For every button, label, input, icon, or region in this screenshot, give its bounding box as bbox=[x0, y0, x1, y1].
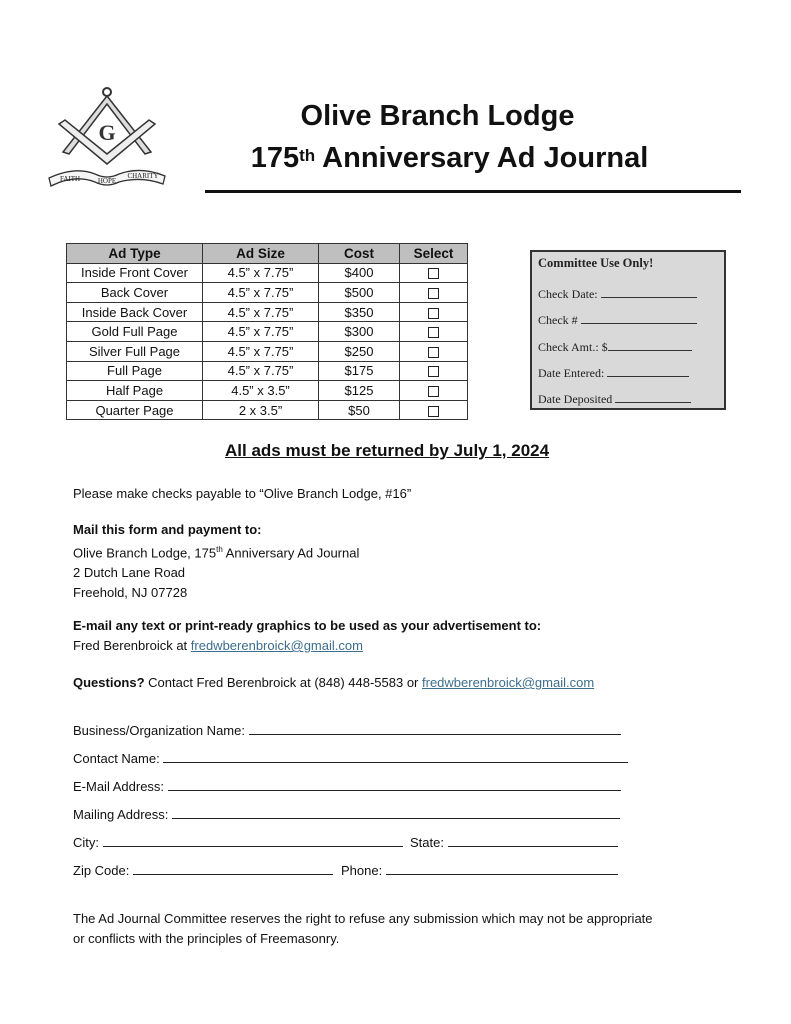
ad-type-cell: Inside Front Cover bbox=[67, 263, 203, 283]
page-title: Olive Branch Lodge bbox=[300, 100, 575, 132]
ad-type-cell: Quarter Page bbox=[67, 400, 203, 420]
email-link[interactable]: fredwberenbroick@gmail.com bbox=[190, 638, 363, 653]
select-checkbox[interactable] bbox=[428, 347, 439, 358]
square-and-compass-icon bbox=[45, 82, 205, 192]
zip-code-field[interactable]: Zip Code: bbox=[73, 862, 333, 878]
email-address-field[interactable]: E-Mail Address: bbox=[73, 778, 621, 794]
check-date-field[interactable]: Check Date: bbox=[538, 287, 697, 302]
ad-type-cell: Half Page bbox=[67, 381, 203, 401]
cost-cell: $125 bbox=[319, 381, 400, 401]
page-subtitle: 175th Anniversary Ad Journal bbox=[250, 142, 649, 174]
ad-size-cell: 4.5” x 7.75” bbox=[203, 283, 319, 303]
email-heading: E-mail any text or print-ready graphics to be used as your advertisement to: bbox=[73, 618, 542, 633]
cost-cell: $300 bbox=[319, 322, 400, 342]
table-header-row bbox=[67, 244, 468, 264]
cost-cell: $350 bbox=[319, 302, 400, 322]
check-amount-field[interactable]: Check Amt.: $ bbox=[538, 340, 692, 355]
select-cell bbox=[400, 322, 468, 342]
ad-size-cell: 4.5” x 7.75” bbox=[203, 263, 319, 283]
select-checkbox[interactable] bbox=[428, 406, 439, 417]
col-select: Select bbox=[400, 244, 468, 264]
deadline-notice: All ads must be returned by July 1, 2024 bbox=[225, 441, 550, 460]
ad-size-cell: 2 x 3.5” bbox=[203, 400, 319, 420]
table-row bbox=[67, 341, 468, 361]
cost-cell: $250 bbox=[319, 341, 400, 361]
questions-line: Questions? Contact Fred Berenbroick at (848) 448-5583 or fredwberenbroick@gmail.com bbox=[73, 675, 595, 690]
ad-pricing-table bbox=[66, 243, 468, 420]
table-row bbox=[67, 283, 468, 303]
payable-instructions: Please make checks payable to “Olive Branch Lodge, #16” bbox=[73, 486, 412, 501]
ad-type-cell: Gold Full Page bbox=[67, 322, 203, 342]
svg-text:G: G bbox=[98, 120, 116, 145]
select-cell bbox=[400, 400, 468, 420]
select-checkbox[interactable] bbox=[428, 308, 439, 319]
col-ad-type: Ad Type bbox=[67, 244, 203, 264]
select-cell bbox=[400, 341, 468, 361]
state-field[interactable]: State: bbox=[410, 834, 618, 850]
select-checkbox[interactable] bbox=[428, 268, 439, 279]
table-row bbox=[67, 381, 468, 401]
select-cell bbox=[400, 361, 468, 381]
cost-cell: $500 bbox=[319, 283, 400, 303]
business-name-field[interactable]: Business/Organization Name: bbox=[73, 722, 621, 738]
motto-hope: HOPE bbox=[97, 177, 117, 185]
ad-size-cell: 4.5” x 7.75” bbox=[203, 322, 319, 342]
col-ad-size: Ad Size bbox=[203, 244, 319, 264]
select-checkbox[interactable] bbox=[428, 366, 439, 377]
cost-cell: $50 bbox=[319, 400, 400, 420]
cost-cell: $175 bbox=[319, 361, 400, 381]
ad-size-cell: 4.5” x 7.75” bbox=[203, 341, 319, 361]
col-cost: Cost bbox=[319, 244, 400, 264]
ad-type-cell: Full Page bbox=[67, 361, 203, 381]
questions-email-link[interactable]: fredwberenbroick@gmail.com bbox=[422, 675, 595, 690]
table-row bbox=[67, 263, 468, 283]
mail-address-block bbox=[73, 520, 359, 603]
check-number-field[interactable]: Check # bbox=[538, 313, 697, 328]
disclaimer: The Ad Journal Committee reserves the right to refuse any submission which may not be appropriate or conflicts with the principles of Freemasonry. bbox=[73, 911, 653, 946]
ad-size-cell: 4.5” x 3.5” bbox=[203, 381, 319, 401]
mail-heading: Mail this form and payment to: bbox=[73, 522, 262, 537]
table-row bbox=[67, 361, 468, 381]
email-block: E-mail any text or print-ready graphics to be used as your advertisement to: Fred Berenbroick at fredwberenbroick@gmail.com bbox=[73, 618, 542, 653]
committee-use-box bbox=[530, 250, 726, 410]
motto-charity: CHARITY bbox=[127, 172, 159, 180]
masonic-logo bbox=[45, 82, 205, 192]
cost-cell: $400 bbox=[319, 263, 400, 283]
motto-faith: FAITH bbox=[59, 175, 81, 183]
ad-type-cell: Silver Full Page bbox=[67, 341, 203, 361]
select-cell bbox=[400, 283, 468, 303]
mail-line-2: 2 Dutch Lane Road bbox=[73, 565, 186, 581]
ad-size-cell: 4.5” x 7.75” bbox=[203, 302, 319, 322]
mail-line-1: Olive Branch Lodge, 175th Anniversary Ad Journal bbox=[73, 545, 360, 561]
table-row bbox=[67, 400, 468, 420]
ad-type-cell: Inside Back Cover bbox=[67, 302, 203, 322]
ad-size-cell: 4.5” x 7.75” bbox=[203, 361, 319, 381]
mail-line-3: Freehold, NJ 07728 bbox=[73, 585, 188, 601]
phone-field[interactable]: Phone: bbox=[341, 862, 618, 878]
ad-type-cell: Back Cover bbox=[67, 283, 203, 303]
select-checkbox[interactable] bbox=[428, 327, 439, 338]
select-cell bbox=[400, 263, 468, 283]
city-field[interactable]: City: bbox=[73, 834, 403, 850]
mailing-address-field[interactable]: Mailing Address: bbox=[73, 806, 620, 822]
select-checkbox[interactable] bbox=[428, 288, 439, 299]
committee-heading: Committee Use Only! bbox=[538, 256, 654, 270]
select-checkbox[interactable] bbox=[428, 386, 439, 397]
contact-name-field[interactable]: Contact Name: bbox=[73, 750, 628, 766]
table-row bbox=[67, 322, 468, 342]
table-row bbox=[67, 302, 468, 322]
date-entered-field[interactable]: Date Entered: bbox=[538, 366, 689, 381]
date-deposited-field[interactable]: Date Deposited bbox=[538, 392, 691, 407]
header-divider bbox=[205, 190, 741, 193]
select-cell bbox=[400, 302, 468, 322]
select-cell bbox=[400, 381, 468, 401]
